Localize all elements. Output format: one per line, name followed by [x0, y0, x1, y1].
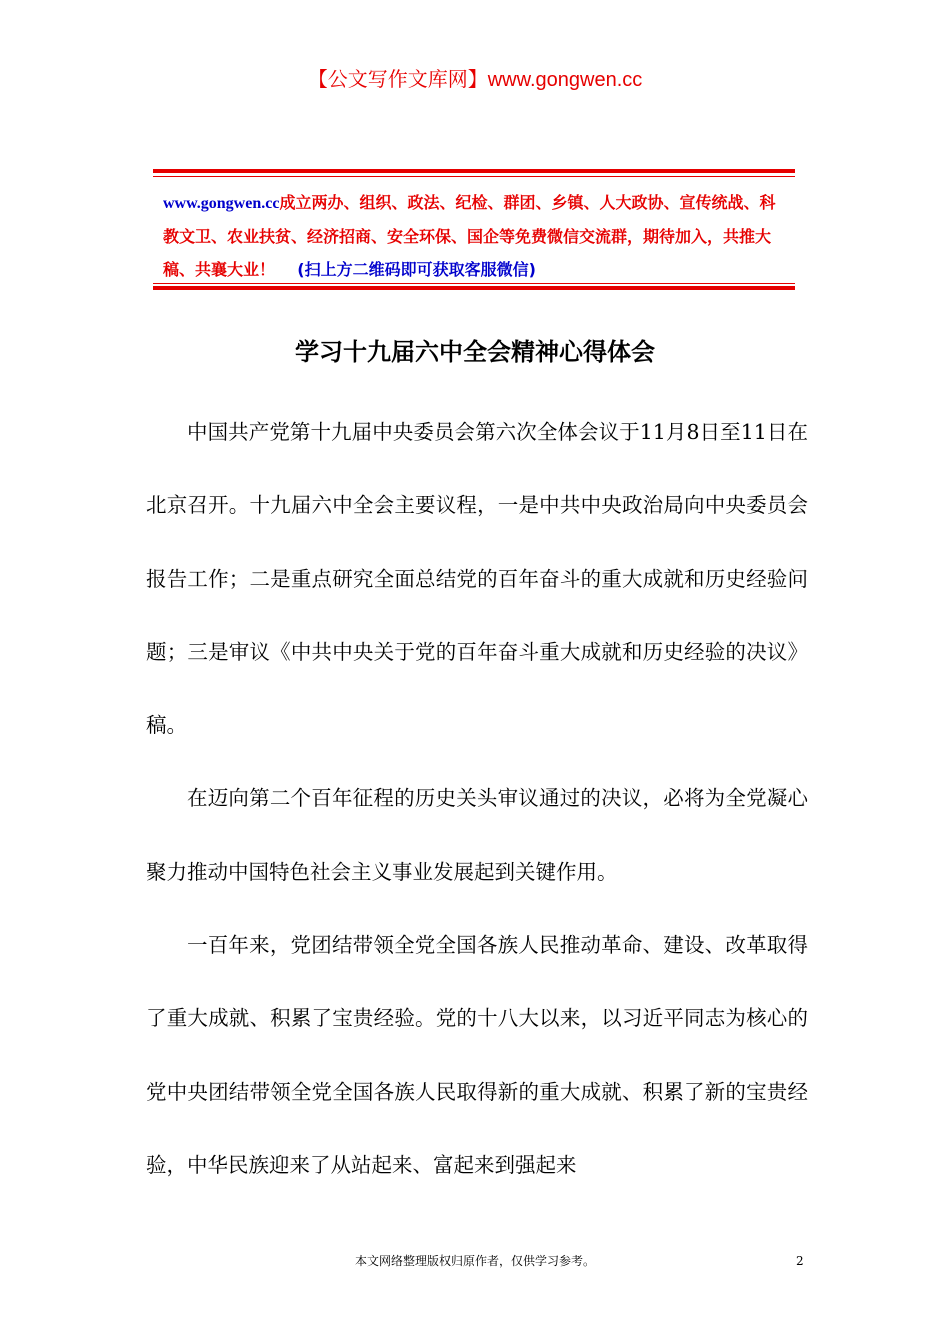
divider-bottom-thick: [153, 286, 795, 290]
promo-qr-note: (扫上方二维码即可获取客服微信): [297, 260, 536, 279]
body-paragraph: 一百年来，党团结带领全党全国各族人民推动革命、建设、改革取得了重大成就、积累了宝贵经验。党的十八大以来，以习近平同志为核心的党中央团结带领全党全国各族人民取得新的重大成就、积累了新的宝贵经验，中华民族迎来了从站起来、富起来到强起来: [146, 933, 808, 1177]
body-paragraph: 中国共产党第十九届中央委员会第六次全体会议于11月8日至11日在北京召开。十九届六中全会主要议程，一是中共中央政治局向中央委员会报告工作；二是重点研究全面总结党的百年奋斗的重大成就和历史经验问题；三是审议《中共中央关于党的百年奋斗重大成就和历史经验的决议》稿。: [146, 420, 808, 738]
document-body: [146, 396, 808, 1202]
site-banner[interactable]: 【公文写作文库网】www.gongwen.cc: [307, 69, 643, 91]
divider-top-thin: [153, 176, 795, 177]
promo-text: 成立两办、组织、政法、纪检、群团、乡镇、人大政协、宣传统战、科教文卫、农业扶贫、经济招商、安全环保、国企等免费微信交流群，期待加入，共推大稿、共襄大业！: [163, 193, 776, 279]
promo-site-link[interactable]: www.gongwen.cc: [163, 195, 280, 212]
body-paragraph: 在迈向第二个百年征程的历史关头审议通过的决议，必将为全党凝心聚力推动中国特色社会主义事业发展起到关键作用。: [146, 786, 808, 884]
divider-top-thick: [153, 169, 795, 173]
promo-block: [163, 186, 783, 286]
document-title: 学习十九届六中全会精神心得体会: [295, 338, 655, 366]
page-number: 2: [796, 1254, 804, 1268]
divider-bottom-thin: [153, 283, 795, 284]
footer-note: 本文网络整理版权归原作者，仅供学习参考。: [354, 1254, 595, 1268]
